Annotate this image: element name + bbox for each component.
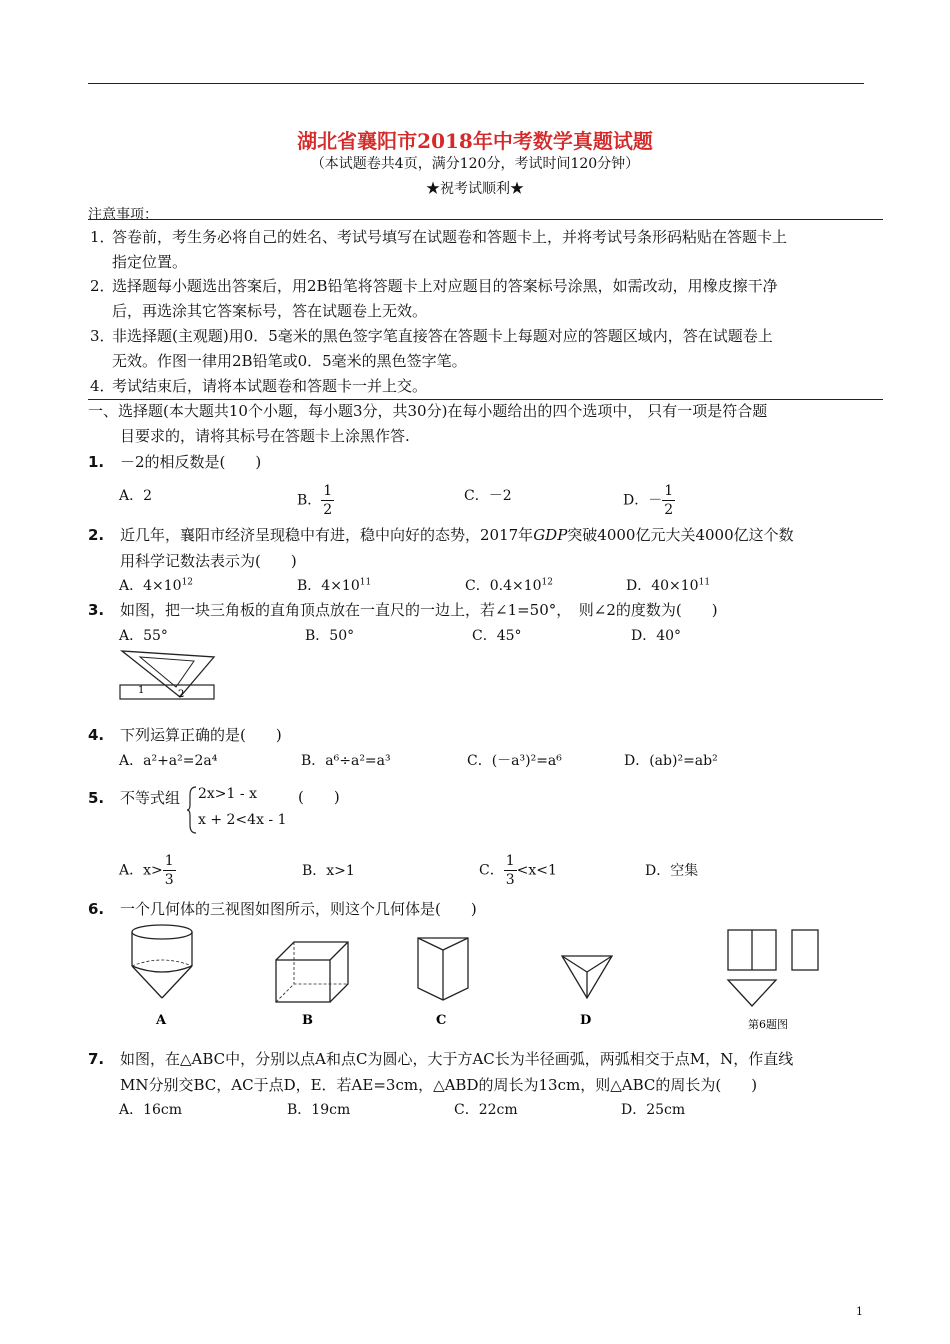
brace-icon [186, 785, 198, 835]
inequality-2: x + 2<4x - 1 [198, 812, 287, 828]
three-view-figure [110, 920, 840, 1035]
question-5: 5. 不等式组 [88, 789, 181, 807]
inequality-1: 2x>1 - x [198, 786, 257, 802]
svg-text:A: A [156, 1013, 167, 1028]
option-c: C． $\frac{1}{3}$ <x<1 [479, 853, 557, 888]
question-7-options [119, 1099, 819, 1125]
svg-text:C: C [436, 1013, 447, 1028]
option-c: C．45° [472, 628, 522, 644]
question-7: 7. 如图，在△ABC中，分别以点A和点C为圆心，大于方AC长为半径画弧，两弧相交于点M，N，作直线 MN分别交BC，AC于点D，E．若AE=3cm，△ABD的周长为13cm，则△ABC的周长为( ) [88, 1050, 794, 1094]
ruler-triangle-figure [118, 647, 218, 703]
option-d: D．空集 [645, 863, 699, 879]
svg-text:D: D [580, 1013, 592, 1028]
note-item: 3．非选择题(主观题)用0．5毫米的黑色签字笔直接答在答题卡上每题对应的答题区域内，答在试题卷上 无效。作图一律用2B铅笔或0．5毫米的黑色签字笔。 [90, 327, 773, 370]
option-c: C．$0.4\times 10^{12}$ [465, 577, 553, 594]
question-1: 1. －2的相反数是( ) [88, 453, 262, 471]
notes-label: 注意事项： [88, 207, 158, 223]
question-6: 6. 一个几何体的三视图如图所示，则这个几何体是( ) [88, 900, 477, 918]
svg-text:1: 1 [138, 685, 145, 696]
note-item: 4．考试结束后，请将本试题卷和答题卡一并上交。 [90, 377, 428, 395]
option-a: A．16cm [119, 1102, 183, 1118]
page-title: 湖北省襄阳市2018年中考数学真题试题 [297, 129, 653, 153]
option-a: A．a²+a²=2a⁴ [119, 753, 218, 769]
notes-rule [88, 219, 883, 220]
option-a: A．x> $\frac{1}{3}$ [119, 853, 174, 888]
answer-paren: ( ) [298, 788, 340, 806]
question-5-options [119, 852, 819, 888]
question-1-options [119, 482, 819, 518]
section-heading: 一、选择题(本大题共10个小题，每小题3分，共30分)在每小题给出的四个选项中， 只有一项是符合题 目要求的，请将其标号在答题卡上涂黑作答. [88, 402, 768, 445]
option-d: D．40° [631, 628, 682, 644]
option-b: B．19cm [287, 1102, 351, 1118]
option-b: B． $\frac{1}{2}$ [297, 483, 333, 518]
question-3-options [119, 625, 819, 651]
option-d: D．－ $\frac{1}{2}$ [623, 483, 674, 518]
blessing: ★祝考试顺利★ [426, 181, 524, 197]
option-a: A．55° [119, 628, 168, 644]
option-d: D．(ab)²=ab² [624, 753, 718, 769]
option-c: C．－2 [464, 488, 512, 504]
question-2: 2. 近几年，襄阳市经济呈现稳中有进，稳中向好的态势，2017年GDP突破4000亿元大关4000亿这个数 用科学记数法表示为( ) [88, 526, 794, 570]
option-a: A．$4\times 10^{12}$ [119, 577, 194, 594]
question-4: 4. 下列运算正确的是( ) [88, 726, 282, 744]
option-c: C．22cm [454, 1102, 518, 1118]
svg-text:B: B [302, 1013, 313, 1028]
svg-text:第6题图: 第6题图 [748, 1018, 788, 1031]
option-a: A．2 [119, 488, 153, 504]
question-3: 3. 如图，把一块三角板的直角顶点放在一直尺的一边上，若∠1=50°， 则∠2的度数为( ) [88, 601, 718, 619]
option-d: D．25cm [621, 1102, 686, 1118]
exam-info: （本试题卷共4页，满分120分，考试时间120分钟） [310, 156, 640, 172]
note-item: 2．选择题每小题选出答案后，用2B铅笔将答题卡上对应题目的答案标号涂黑，如需改动，用橡皮擦干净 后，再选涂其它答案标号，答在试题卷上无效。 [90, 277, 778, 320]
option-c: C．(－a³)²=a⁶ [467, 753, 562, 769]
svg-text:2: 2 [178, 689, 185, 700]
note-item: 1．答卷前，考生务必将自己的姓名、考试号填写在试题卷和答题卡上，并将考试号条形码粘贴在答题卡上 指定位置。 [90, 228, 788, 271]
question-4-options [119, 750, 819, 776]
option-b: B．x>1 [302, 863, 355, 879]
option-b: B．a⁶÷a²=a³ [301, 753, 391, 769]
option-b: B．$4\times 10^{11}$ [297, 577, 372, 594]
top-rule [88, 83, 864, 84]
option-b: B．50° [305, 628, 355, 644]
page-number: 1 [856, 1305, 863, 1318]
option-d: D．$40\times 10^{11}$ [626, 577, 711, 594]
